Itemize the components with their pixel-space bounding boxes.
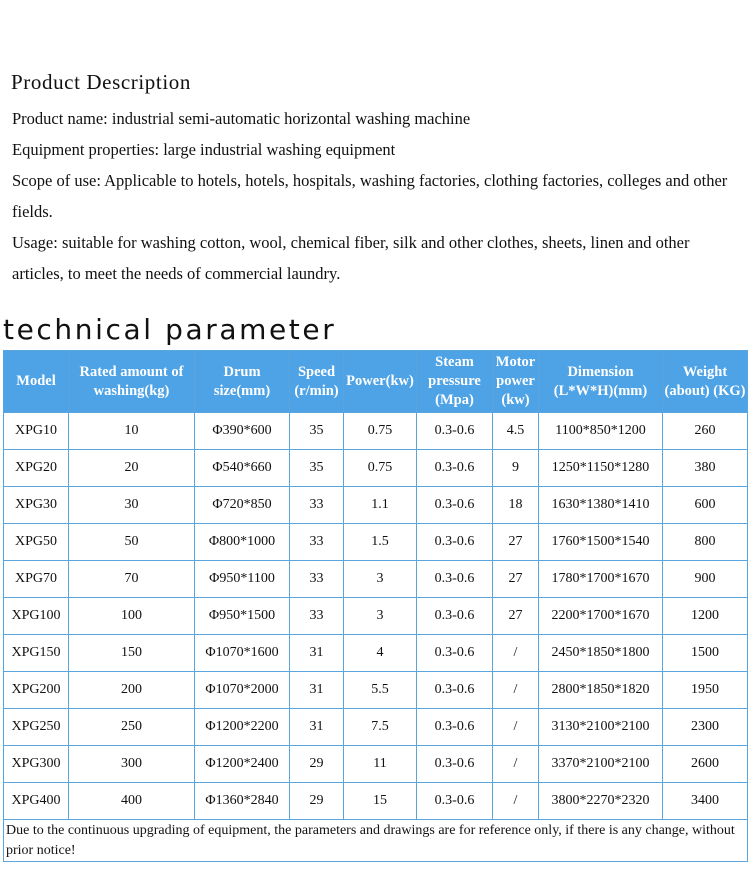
cell-rated-amount: 100	[69, 598, 195, 635]
table-body	[4, 413, 748, 862]
cell-rated-amount: 200	[69, 672, 195, 709]
cell-rated-amount: 250	[69, 709, 195, 746]
cell-rated-amount: 70	[69, 561, 195, 598]
table-row	[4, 635, 748, 672]
cell-power: 5.5	[344, 672, 417, 709]
cell-power: 4	[344, 635, 417, 672]
cell-dimension: 1250*1150*1280	[539, 450, 663, 487]
header-dimension: Dimension (L*W*H)(mm)	[539, 351, 663, 413]
cell-drum-size: Φ720*850	[195, 487, 290, 524]
cell-model: XPG100	[4, 598, 69, 635]
cell-model: XPG200	[4, 672, 69, 709]
table-row	[4, 524, 748, 561]
header-steam-pressure: Steam pressure (Mpa)	[417, 351, 493, 413]
cell-steam-pressure: 0.3-0.6	[417, 450, 493, 487]
header-speed: Speed (r/min)	[290, 351, 344, 413]
cell-motor-power: /	[493, 709, 539, 746]
usage-line: Usage: suitable for washing cotton, wool, chemical fiber, silk and other clothes, sheets, linen and other articles, to meet the needs of commercial laundry.	[12, 233, 690, 283]
cell-weight: 2600	[663, 746, 748, 783]
cell-rated-amount: 10	[69, 413, 195, 450]
cell-motor-power: 18	[493, 487, 539, 524]
cell-steam-pressure: 0.3-0.6	[417, 413, 493, 450]
cell-steam-pressure: 0.3-0.6	[417, 524, 493, 561]
cell-speed: 31	[290, 709, 344, 746]
cell-drum-size: Φ950*1100	[195, 561, 290, 598]
technical-parameter-table	[3, 350, 748, 862]
product-description-title: Product Description	[11, 70, 191, 94]
cell-weight: 1200	[663, 598, 748, 635]
cell-weight: 3400	[663, 783, 748, 820]
header-weight: Weight (about) (KG)	[663, 351, 748, 413]
cell-power: 15	[344, 783, 417, 820]
table-row	[4, 450, 748, 487]
cell-rated-amount: 20	[69, 450, 195, 487]
table-row	[4, 746, 748, 783]
cell-motor-power: 4.5	[493, 413, 539, 450]
cell-model: XPG10	[4, 413, 69, 450]
cell-speed: 33	[290, 561, 344, 598]
cell-power: 3	[344, 561, 417, 598]
table-header-row	[4, 351, 748, 413]
product-description-body	[12, 103, 742, 289]
cell-dimension: 2200*1700*1670	[539, 598, 663, 635]
cell-rated-amount: 150	[69, 635, 195, 672]
cell-motor-power: /	[493, 746, 539, 783]
cell-motor-power: 27	[493, 524, 539, 561]
table-row	[4, 487, 748, 524]
cell-motor-power: /	[493, 783, 539, 820]
cell-weight: 600	[663, 487, 748, 524]
table-row	[4, 598, 748, 635]
cell-power: 0.75	[344, 413, 417, 450]
cell-dimension: 1780*1700*1670	[539, 561, 663, 598]
table-row	[4, 672, 748, 709]
technical-parameter-title: technical parameter	[3, 313, 337, 346]
cell-drum-size: Φ390*600	[195, 413, 290, 450]
cell-motor-power: /	[493, 672, 539, 709]
header-drum-size: Drum size(mm)	[195, 351, 290, 413]
product-name-line: Product name: industrial semi-automatic horizontal washing machine	[12, 109, 471, 128]
cell-weight: 1950	[663, 672, 748, 709]
equipment-properties-line: Equipment properties: large industrial washing equipment	[12, 140, 396, 159]
cell-weight: 1500	[663, 635, 748, 672]
cell-steam-pressure: 0.3-0.6	[417, 709, 493, 746]
cell-weight: 800	[663, 524, 748, 561]
cell-dimension: 3130*2100*2100	[539, 709, 663, 746]
header-power: Power(kw)	[344, 351, 417, 413]
cell-drum-size: Φ1200*2400	[195, 746, 290, 783]
cell-motor-power: 27	[493, 561, 539, 598]
cell-model: XPG400	[4, 783, 69, 820]
cell-power: 11	[344, 746, 417, 783]
cell-steam-pressure: 0.3-0.6	[417, 635, 493, 672]
cell-steam-pressure: 0.3-0.6	[417, 487, 493, 524]
cell-power: 1.5	[344, 524, 417, 561]
cell-speed: 31	[290, 672, 344, 709]
cell-model: XPG20	[4, 450, 69, 487]
cell-dimension: 2450*1850*1800	[539, 635, 663, 672]
cell-speed: 33	[290, 524, 344, 561]
cell-steam-pressure: 0.3-0.6	[417, 672, 493, 709]
table-row	[4, 561, 748, 598]
cell-rated-amount: 300	[69, 746, 195, 783]
cell-speed: 35	[290, 413, 344, 450]
cell-steam-pressure: 0.3-0.6	[417, 746, 493, 783]
cell-power: 0.75	[344, 450, 417, 487]
cell-motor-power: 9	[493, 450, 539, 487]
cell-steam-pressure: 0.3-0.6	[417, 783, 493, 820]
cell-power: 1.1	[344, 487, 417, 524]
cell-motor-power: 27	[493, 598, 539, 635]
table-row	[4, 413, 748, 450]
cell-drum-size: Φ1360*2840	[195, 783, 290, 820]
cell-dimension: 1100*850*1200	[539, 413, 663, 450]
cell-rated-amount: 50	[69, 524, 195, 561]
table-row	[4, 709, 748, 746]
header-model: Model	[4, 351, 69, 413]
cell-model: XPG250	[4, 709, 69, 746]
cell-speed: 33	[290, 598, 344, 635]
cell-model: XPG70	[4, 561, 69, 598]
cell-drum-size: Φ1070*1600	[195, 635, 290, 672]
cell-model: XPG300	[4, 746, 69, 783]
cell-motor-power: /	[493, 635, 539, 672]
cell-dimension: 3370*2100*2100	[539, 746, 663, 783]
header-rated-amount: Rated amount of washing(kg)	[69, 351, 195, 413]
cell-model: XPG30	[4, 487, 69, 524]
cell-power: 3	[344, 598, 417, 635]
cell-drum-size: Φ800*1000	[195, 524, 290, 561]
table-row	[4, 783, 748, 820]
cell-drum-size: Φ950*1500	[195, 598, 290, 635]
table-note-row	[4, 820, 748, 862]
cell-drum-size: Φ540*660	[195, 450, 290, 487]
cell-speed: 29	[290, 746, 344, 783]
cell-rated-amount: 30	[69, 487, 195, 524]
cell-steam-pressure: 0.3-0.6	[417, 598, 493, 635]
cell-drum-size: Φ1200*2200	[195, 709, 290, 746]
cell-model: XPG50	[4, 524, 69, 561]
cell-steam-pressure: 0.3-0.6	[417, 561, 493, 598]
cell-dimension: 2800*1850*1820	[539, 672, 663, 709]
cell-weight: 380	[663, 450, 748, 487]
cell-weight: 260	[663, 413, 748, 450]
cell-model: XPG150	[4, 635, 69, 672]
cell-speed: 31	[290, 635, 344, 672]
cell-dimension: 3800*2270*2320	[539, 783, 663, 820]
cell-power: 7.5	[344, 709, 417, 746]
cell-drum-size: Φ1070*2000	[195, 672, 290, 709]
cell-dimension: 1630*1380*1410	[539, 487, 663, 524]
cell-speed: 29	[290, 783, 344, 820]
scope-of-use-line: Scope of use: Applicable to hotels, hotels, hospitals, washing factories, clothing factories, colleges and other fields.	[12, 171, 728, 221]
cell-weight: 2300	[663, 709, 748, 746]
cell-rated-amount: 400	[69, 783, 195, 820]
cell-speed: 33	[290, 487, 344, 524]
disclaimer-note: Due to the continuous upgrading of equipment, the parameters and drawings are for reference only, if there is any change, without prior notice!	[4, 820, 748, 862]
cell-dimension: 1760*1500*1540	[539, 524, 663, 561]
cell-weight: 900	[663, 561, 748, 598]
header-motor-power: Motor power (kw)	[493, 351, 539, 413]
cell-speed: 35	[290, 450, 344, 487]
